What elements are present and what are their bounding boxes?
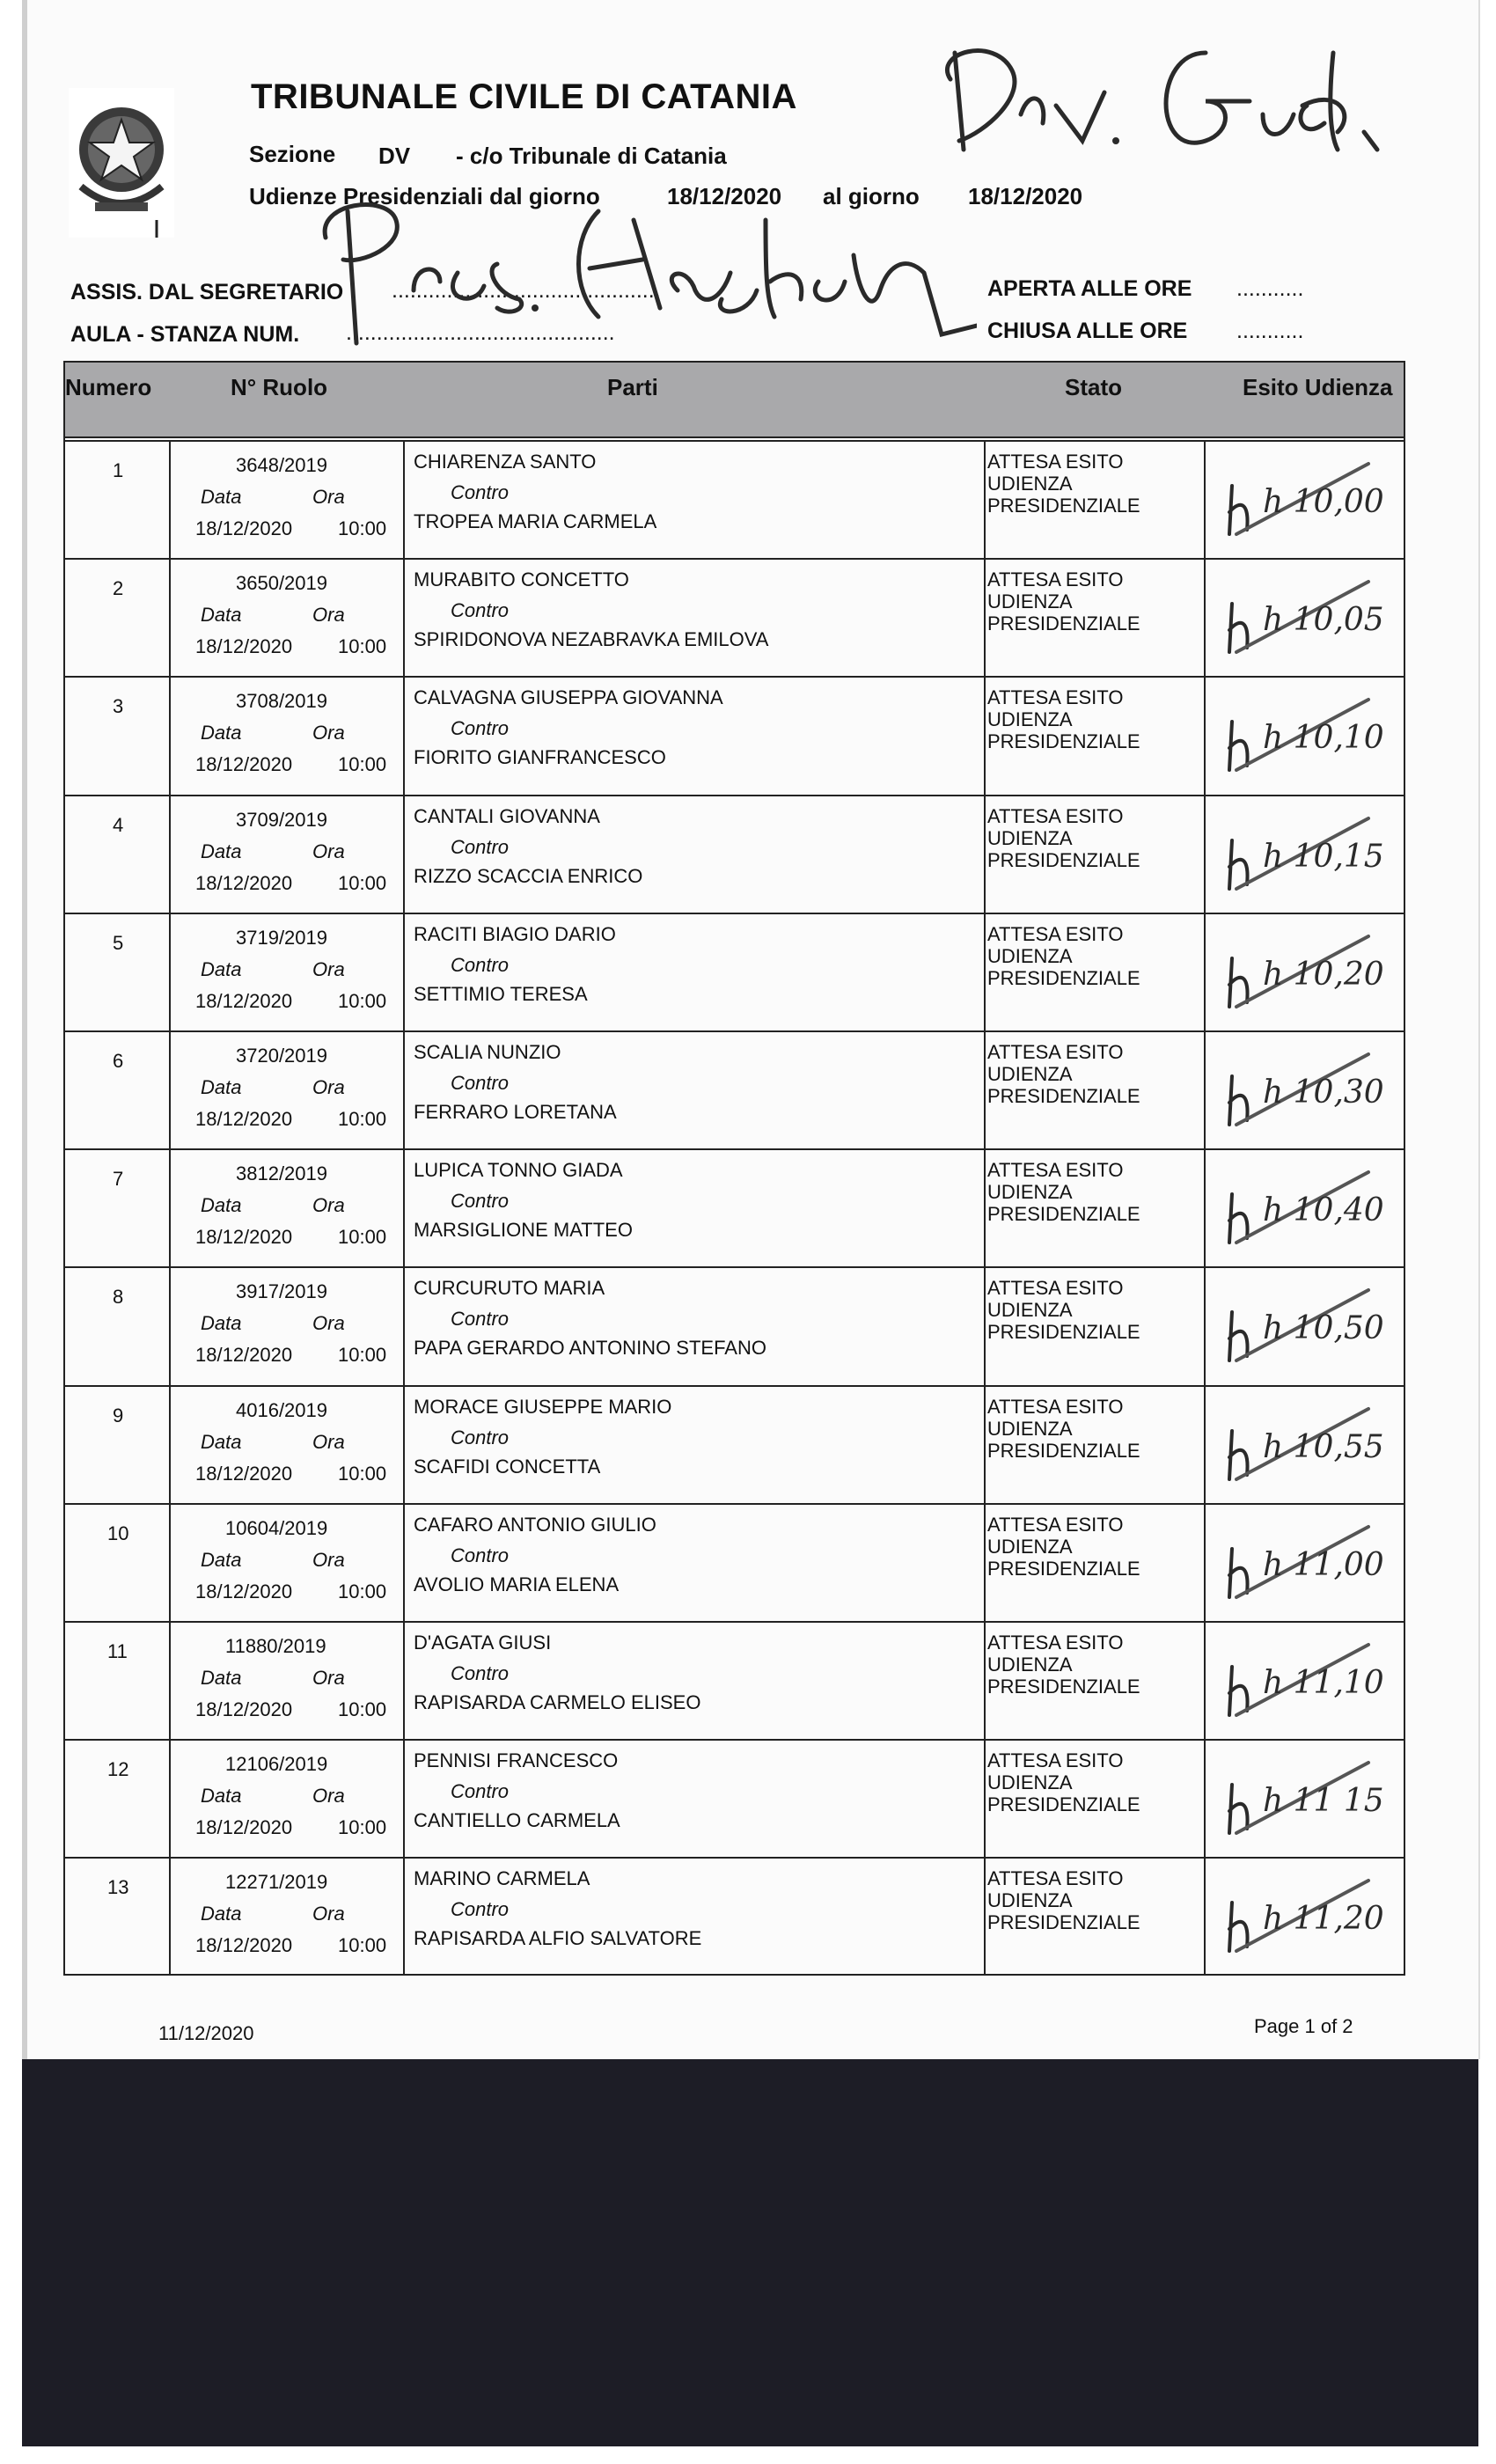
hearing-time: 10:00	[338, 1108, 387, 1130]
ora-label: Ora	[312, 1076, 345, 1098]
data-label: Data	[201, 1194, 242, 1217]
ora-label: Ora	[312, 957, 345, 980]
party-plaintiff: CAFARO ANTONIO GIULIO	[414, 1513, 656, 1536]
data-label: Data	[201, 1548, 242, 1571]
hearing-date: 18/12/2020	[195, 1934, 293, 1957]
party-plaintiff: SCALIA NUNZIO	[414, 1041, 561, 1063]
esito-time: h 10,40	[1263, 1192, 1384, 1229]
hearing-date: 18/12/2020	[195, 1108, 293, 1130]
hearing-time: 10:00	[338, 1462, 387, 1485]
hearing-time: 10:00	[338, 1698, 387, 1720]
party-defendant: FERRARO LORETANA	[414, 1101, 617, 1123]
scan-edge	[22, 0, 27, 2059]
aperta-dots: ...........	[1236, 276, 1304, 301]
row-number: 6	[113, 1050, 124, 1072]
hearing-time: 10:00	[338, 753, 387, 776]
esito-time: h 10,05	[1263, 602, 1384, 639]
contro-label: Contro	[451, 1072, 510, 1094]
stato-text: ATTESA ESITO UDIENZA PRESIDENZIALE	[987, 1867, 1140, 1934]
party-defendant: PAPA GERARDO ANTONINO STEFANO	[414, 1337, 766, 1360]
data-label: Data	[201, 1785, 242, 1808]
hearing-time: 10:00	[338, 1934, 387, 1957]
hearing-time: 10:00	[338, 517, 387, 539]
row-number: 9	[113, 1404, 124, 1426]
esito-time: h 11,10	[1263, 1665, 1384, 1701]
row-number: 13	[107, 1876, 129, 1899]
party-defendant: RAPISARDA ALFIO SALVATORE	[414, 1927, 702, 1950]
ruolo-number: 3719/2019	[236, 926, 327, 949]
ora-label: Ora	[312, 486, 345, 508]
party-plaintiff: MARINO CARMELA	[414, 1867, 590, 1890]
sede-text: - c/o Tribunale di Catania	[456, 143, 727, 169]
ruolo-number: 11880/2019	[225, 1635, 326, 1657]
data-label: Data	[201, 722, 242, 744]
scan-margin	[0, 2446, 1496, 2464]
column-header-numero: Numero	[65, 374, 152, 400]
stato-text: ATTESA ESITO UDIENZA PRESIDENZIALE	[987, 1632, 1140, 1698]
party-plaintiff: CANTALI GIOVANNA	[414, 804, 600, 827]
party-defendant: FIORITO GIANFRANCESCO	[414, 746, 666, 769]
esito-handwritten	[1219, 1396, 1386, 1492]
party-defendant: MARSIGLIONE MATTEO	[414, 1219, 633, 1242]
row-number: 1	[113, 459, 124, 481]
esito-handwritten	[1219, 923, 1386, 1020]
contro-label: Contro	[451, 1780, 510, 1803]
party-defendant: SETTIMIO TERESA	[414, 982, 588, 1005]
hearing-time: 10:00	[338, 635, 387, 658]
stato-text: ATTESA ESITO UDIENZA PRESIDENZIALE	[987, 686, 1140, 753]
esito-handwritten	[1219, 1041, 1386, 1138]
row-number: 4	[113, 813, 124, 836]
hearing-time: 10:00	[338, 1580, 387, 1602]
stato-text: ATTESA ESITO UDIENZA PRESIDENZIALE	[987, 568, 1140, 635]
data-label: Data	[201, 486, 242, 508]
row-number: 11	[107, 1640, 128, 1662]
sezione-value: DV	[378, 143, 411, 169]
hearing-date: 18/12/2020	[195, 753, 293, 776]
scan-background	[22, 2059, 1478, 2446]
ora-label: Ora	[312, 1785, 345, 1808]
esito-time: h 10,50	[1263, 1310, 1384, 1347]
party-defendant: CANTIELLO CARMELA	[414, 1809, 620, 1832]
ruolo-number: 12271/2019	[225, 1871, 328, 1894]
esito-time: h 10,55	[1263, 1428, 1384, 1465]
data-label: Data	[201, 1667, 242, 1689]
hearing-date: 18/12/2020	[195, 1698, 293, 1720]
esito-time: h 11,00	[1263, 1546, 1384, 1583]
chiusa-dots: ...........	[1236, 319, 1304, 343]
row-number: 5	[113, 931, 124, 954]
ruolo-number: 3709/2019	[236, 808, 327, 831]
esito-handwritten	[1219, 805, 1386, 902]
aula-label: AULA - STANZA NUM.	[70, 322, 300, 347]
party-defendant: RAPISARDA CARMELO ELISEO	[414, 1691, 701, 1713]
column-header-esito: Esito Udienza	[1243, 374, 1393, 400]
data-label: Data	[201, 1903, 242, 1925]
hearing-date: 18/12/2020	[195, 635, 293, 658]
data-label: Data	[201, 957, 242, 980]
ora-label: Ora	[312, 1312, 345, 1335]
hearing-time: 10:00	[338, 871, 387, 894]
stato-text: ATTESA ESITO UDIENZA PRESIDENZIALE	[987, 1159, 1140, 1226]
esito-handwritten	[1219, 686, 1386, 783]
data-label: Data	[201, 604, 242, 627]
esito-handwritten	[1219, 1514, 1386, 1610]
data-label: Data	[201, 1430, 242, 1453]
contro-label: Contro	[451, 1426, 510, 1448]
esito-handwritten	[1219, 1159, 1386, 1256]
hearing-date: 18/12/2020	[195, 871, 293, 894]
al-giorno-label: al giorno	[823, 183, 920, 209]
stato-text: ATTESA ESITO UDIENZA PRESIDENZIALE	[987, 451, 1140, 517]
esito-handwritten	[1219, 568, 1386, 665]
udienze-label: Udienze Presidenziali dal giorno	[249, 183, 600, 209]
hearing-date: 18/12/2020	[195, 1344, 293, 1367]
hearing-date: 18/12/2020	[195, 517, 293, 539]
aula-dots: ............................................	[346, 320, 615, 345]
party-plaintiff: CALVAGNA GIUSEPPA GIOVANNA	[414, 686, 723, 709]
esito-handwritten	[1219, 1867, 1386, 1964]
ruolo-number: 3650/2019	[236, 572, 327, 595]
esito-time: h 10,15	[1263, 838, 1384, 875]
esito-handwritten	[1219, 1277, 1386, 1374]
ora-label: Ora	[312, 1548, 345, 1571]
chiusa-label: CHIUSA ALLE ORE	[987, 319, 1188, 343]
stato-text: ATTESA ESITO UDIENZA PRESIDENZIALE	[987, 1513, 1140, 1580]
data-label: Data	[201, 1076, 242, 1098]
row-number: 3	[113, 695, 124, 718]
stato-text: ATTESA ESITO UDIENZA PRESIDENZIALE	[987, 1041, 1140, 1107]
party-plaintiff: D'AGATA GIUSI	[414, 1632, 552, 1654]
esito-time: h 10,00	[1263, 484, 1384, 520]
contro-label: Contro	[451, 835, 510, 858]
contro-label: Contro	[451, 599, 510, 622]
data-label: Data	[201, 1312, 242, 1335]
hearing-date: 18/12/2020	[195, 1462, 293, 1485]
party-plaintiff: MURABITO CONCETTO	[414, 568, 629, 591]
row-number: 7	[113, 1168, 124, 1191]
stato-text: ATTESA ESITO UDIENZA PRESIDENZIALE	[987, 804, 1140, 871]
data-label: Data	[201, 840, 242, 862]
hearing-date: 18/12/2020	[195, 1816, 293, 1839]
stato-text: ATTESA ESITO UDIENZA PRESIDENZIALE	[987, 1749, 1140, 1816]
party-plaintiff: LUPICA TONNO GIADA	[414, 1159, 623, 1182]
court-title: TRIBUNALE CIVILE DI CATANIA	[251, 77, 797, 116]
contro-label: Contro	[451, 481, 510, 503]
party-defendant: SCAFIDI CONCETTA	[414, 1455, 601, 1478]
italian-republic-emblem-icon	[69, 88, 174, 238]
ora-label: Ora	[312, 1194, 345, 1217]
contro-label: Contro	[451, 1190, 510, 1213]
ruolo-number: 3708/2019	[236, 690, 327, 713]
ruolo-number: 10604/2019	[225, 1516, 328, 1539]
ruolo-number: 12106/2019	[225, 1753, 328, 1776]
ora-label: Ora	[312, 1903, 345, 1925]
party-defendant: TROPEA MARIA CARMELA	[414, 510, 657, 532]
party-plaintiff: PENNISI FRANCESCO	[414, 1749, 619, 1772]
page-number: Page 1 of 2	[1254, 2015, 1353, 2037]
column-header-ruolo: N° Ruolo	[231, 374, 328, 400]
contro-label: Contro	[451, 953, 510, 976]
judge-signature-icon	[915, 18, 1408, 194]
party-defendant: RIZZO SCACCIA ENRICO	[414, 864, 643, 887]
stato-text: ATTESA ESITO UDIENZA PRESIDENZIALE	[987, 1395, 1140, 1462]
row-number: 12	[107, 1758, 129, 1781]
party-defendant: AVOLIO MARIA ELENA	[414, 1573, 620, 1595]
party-defendant: SPIRIDONOVA NEZABRAVKA EMILOVA	[414, 628, 769, 651]
esito-time: h 11,20	[1263, 1901, 1384, 1938]
esito-handwritten	[1219, 451, 1386, 547]
al-giorno-value: 18/12/2020	[968, 183, 1083, 209]
row-number: 8	[113, 1286, 124, 1309]
hearing-date: 18/12/2020	[195, 1226, 293, 1249]
party-plaintiff: RACITI BIAGIO DARIO	[414, 922, 616, 945]
row-number: 2	[113, 577, 124, 600]
ora-label: Ora	[312, 1667, 345, 1689]
president-signature-icon	[308, 185, 977, 361]
esito-handwritten	[1219, 1749, 1386, 1846]
sezione-label: Sezione	[249, 141, 336, 167]
ora-label: Ora	[312, 604, 345, 627]
contro-label: Contro	[451, 1662, 510, 1684]
hearing-time: 10:00	[338, 989, 387, 1012]
print-date: 11/12/2020	[158, 2022, 254, 2044]
ora-label: Ora	[312, 840, 345, 862]
assis-dots: ............................................	[392, 278, 661, 303]
ruolo-number: 3648/2019	[236, 454, 327, 476]
esito-time: h 10,10	[1263, 720, 1384, 757]
esito-handwritten	[1219, 1632, 1386, 1728]
row-number: 10	[107, 1522, 129, 1544]
esito-time: h 10,30	[1263, 1074, 1384, 1111]
party-plaintiff: CURCURUTO MARIA	[414, 1277, 605, 1300]
contro-label: Contro	[451, 1544, 510, 1566]
assis-label: ASSIS. DAL SEGRETARIO	[70, 280, 344, 304]
ruolo-number: 3917/2019	[236, 1280, 327, 1303]
stato-text: ATTESA ESITO UDIENZA PRESIDENZIALE	[987, 1277, 1140, 1344]
hearing-date: 18/12/2020	[195, 1580, 293, 1602]
hearing-time: 10:00	[338, 1226, 387, 1249]
ora-label: Ora	[312, 722, 345, 744]
hearing-date: 18/12/2020	[195, 989, 293, 1012]
contro-label: Contro	[451, 1898, 510, 1921]
dal-giorno-value: 18/12/2020	[667, 183, 782, 209]
hearing-time: 10:00	[338, 1816, 387, 1839]
contro-label: Contro	[451, 717, 510, 740]
party-plaintiff: CHIARENZA SANTO	[414, 451, 597, 473]
hearing-time: 10:00	[338, 1344, 387, 1367]
ruolo-number: 4016/2019	[236, 1398, 327, 1421]
esito-time: h 11 15	[1263, 1783, 1384, 1820]
esito-time: h 10,20	[1263, 956, 1384, 993]
stato-text: ATTESA ESITO UDIENZA PRESIDENZIALE	[987, 922, 1140, 989]
ruolo-number: 3720/2019	[236, 1045, 327, 1067]
contro-label: Contro	[451, 1308, 510, 1331]
aperta-label: APERTA ALLE ORE	[987, 276, 1192, 301]
column-header-parti: Parti	[607, 374, 658, 400]
column-header-stato: Stato	[1065, 374, 1122, 400]
party-plaintiff: MORACE GIUSEPPE MARIO	[414, 1395, 672, 1418]
ruolo-number: 3812/2019	[236, 1162, 327, 1185]
ora-label: Ora	[312, 1430, 345, 1453]
